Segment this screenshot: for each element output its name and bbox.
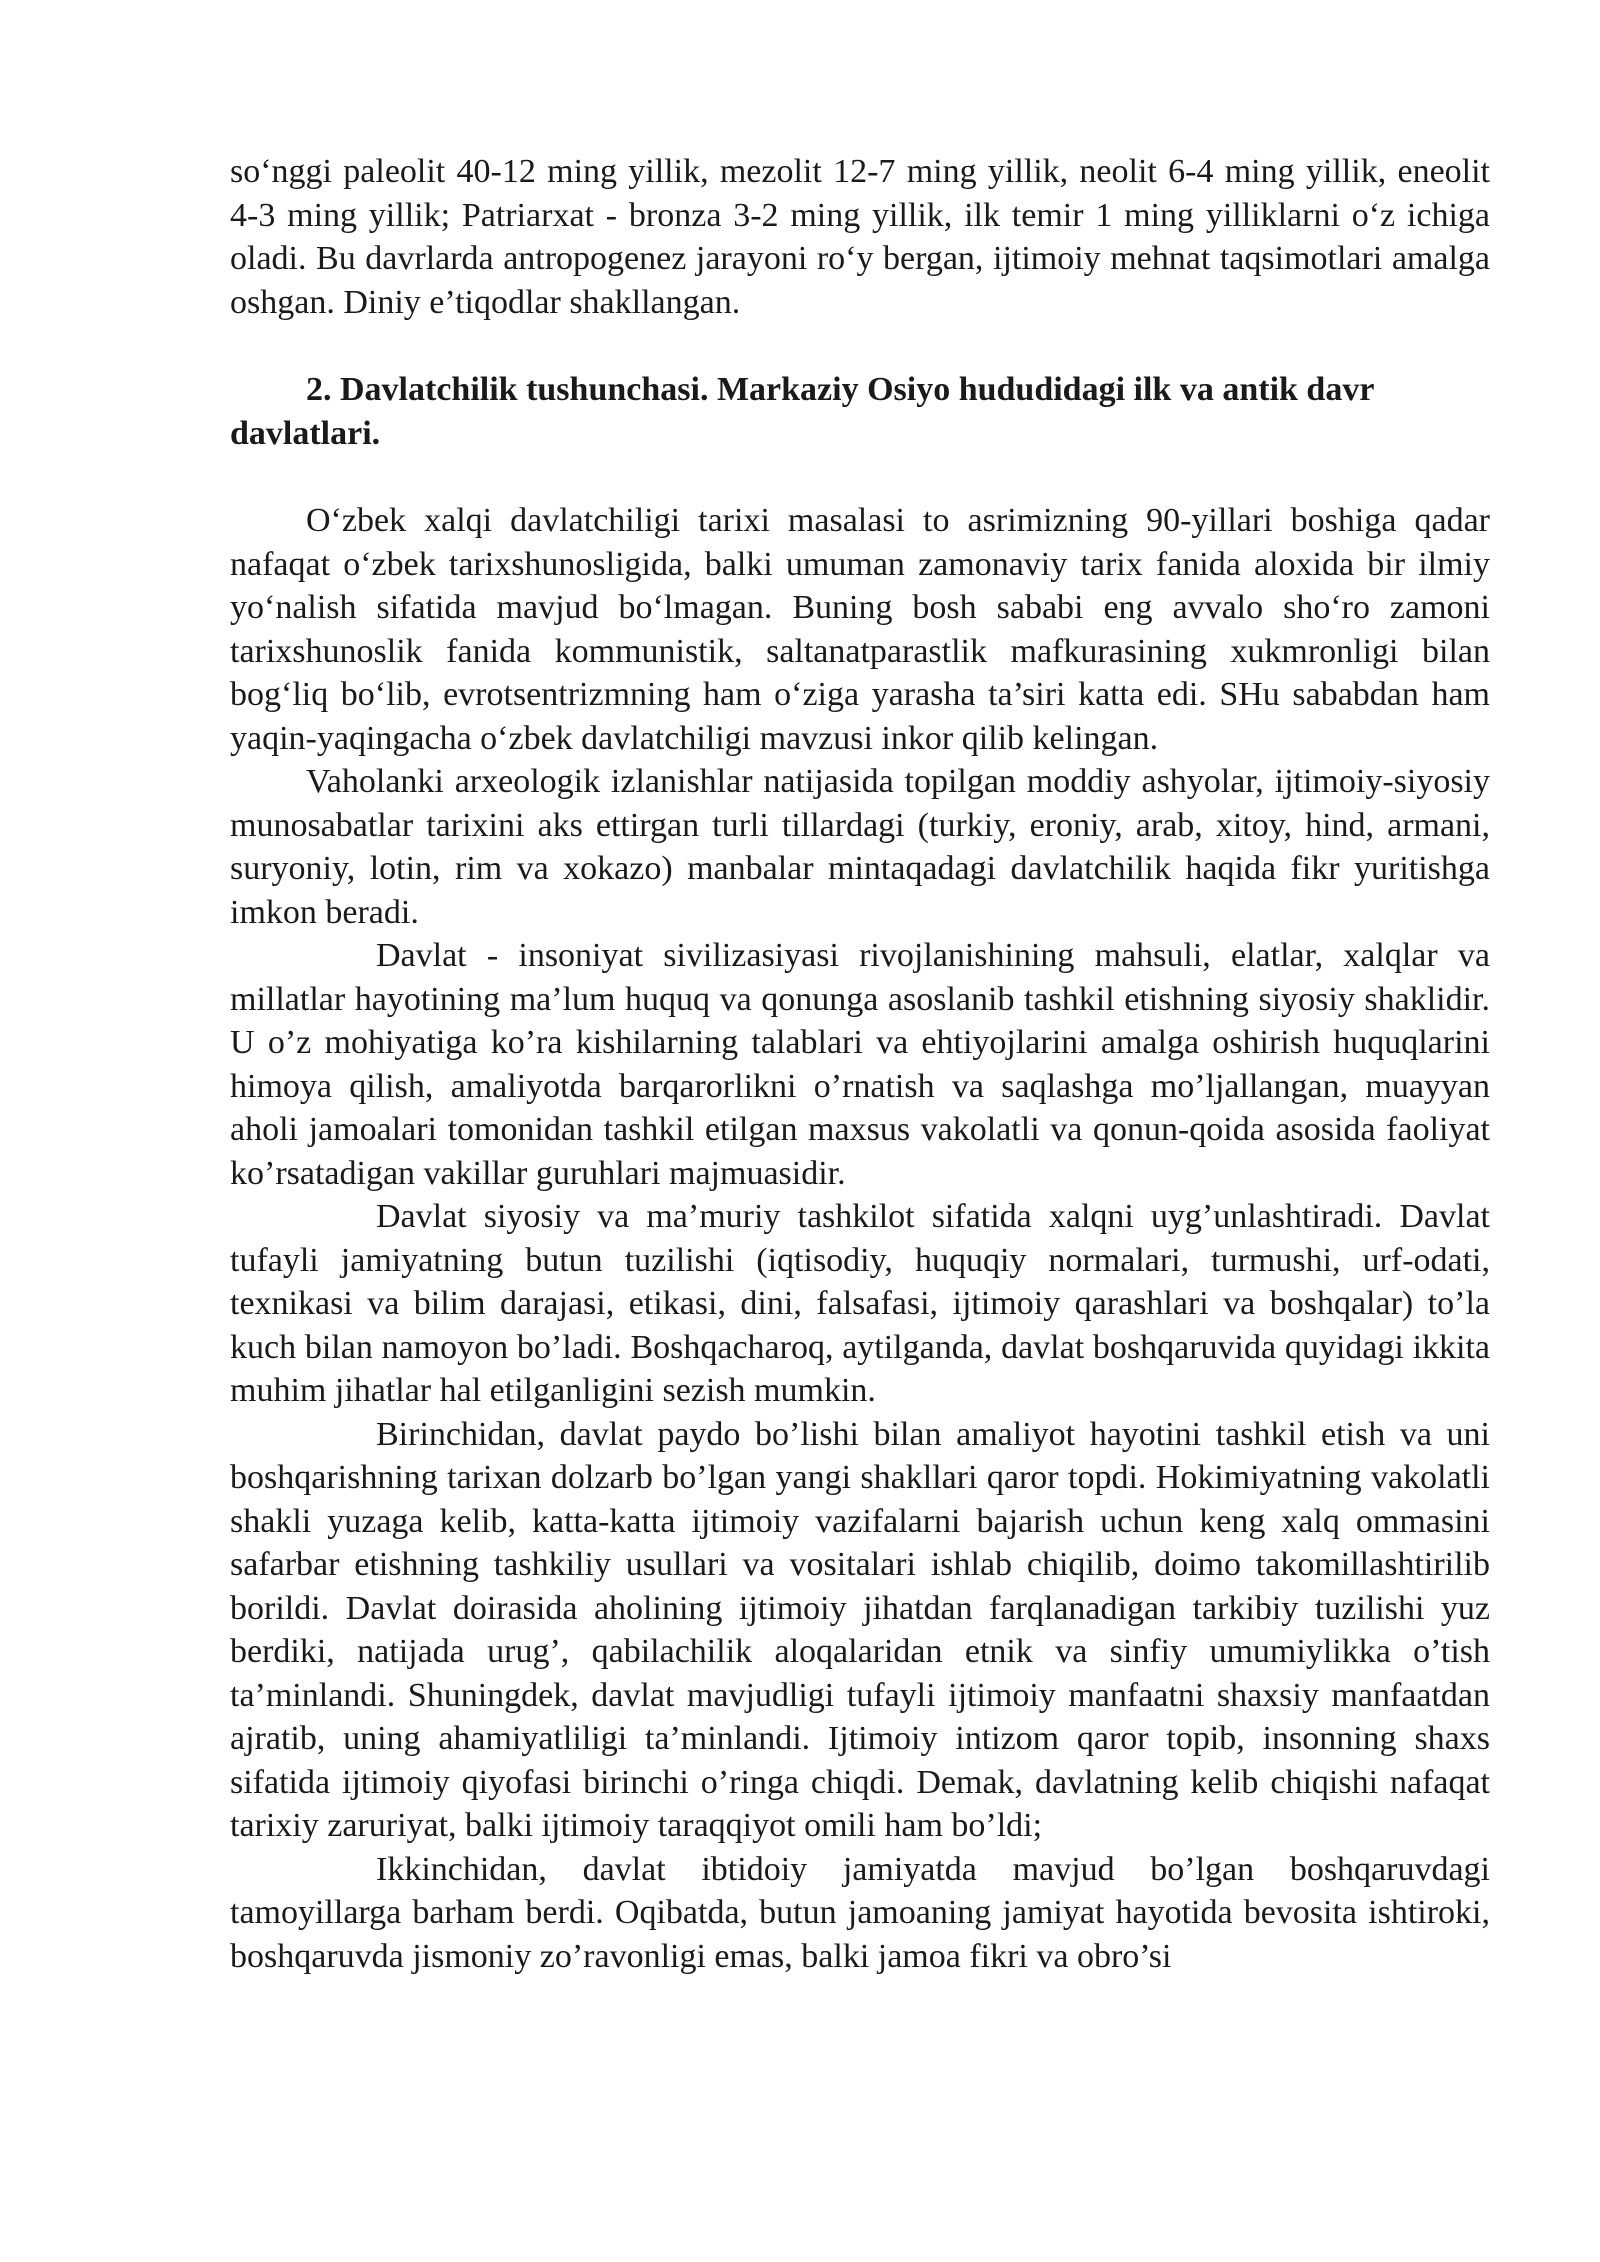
paragraph-historiography: O‘zbek xalqi davlatchiligi tarixi masalasi to asrimizning 90-yillari boshiga qadar nafaqat o‘zbek tarixshunosligida, balki umuman zamonaviy tarix fanida aloxida bir ilmiy yo‘nalish sifatida mavjud bo‘lmagan. Buning bosh sababi eng avvalo sho‘ro zamoni tarixshunoslik fanida kommunistik, saltanatparastlik mafkurasining xukmronligi bilan bog‘liq bo‘lib, evrotsentrizmning ham o‘ziga yarasha ta’siri katta edi. SHu sababdan ham yaqin-yaqingacha o‘zbek davlatchiligi mavzusi inkor qilib kelingan. xyxy=(230,502,1490,757)
paragraph-sources: Vaholanki arxeologik izlanishlar natijasida topilgan moddiy ashyolar, ijtimoiy-siyosiy munosabatlar tarixini aks ettirgan turli tillardagi (turkiy, eroniy, arab, xitoy, hind, armani, suryoniy, lotin, rim va xokazo) manbalar mintaqadagi davlatchilik haqida fikr yuritishga imkon beradi. xyxy=(230,763,1490,931)
paragraph-secondly: Ikkinchidan, davlat ibtidoiy jamiyatda mavjud bo’lgan boshqaruvdagi tamoyillarga barham berdi. Oqibatda, butun jamoaning jamiyat hayotida bevosita ishtiroki, boshqaruvda jismoniy zo’ravonligi emas, balki jamoa fikri va obro’si xyxy=(230,1850,1490,1975)
paragraph-state-organization: Davlat siyosiy va ma’muriy tashkilot sifatida xalqni uyg’unlashtiradi. Davlat tufayli jamiyatning butun tuzilishi (iqtisodiy, huquqiy normalari, turmushi, urf-odati, texnikasi va bilim darajasi, etikasi, dini, falsafasi, ijtimoiy qarashlari va boshqalar) to’la kuch bilan namoyon bo’ladi. Boshqacharoq, aytilganda, davlat boshqaruvida quyidagi ikkita muhim jihatlar hal etilganligini sezish mumkin. xyxy=(230,1198,1490,1409)
paragraph-firstly: Birinchidan, davlat paydo bo’lishi bilan amaliyot hayotini tashkil etish va uni boshqarishning tarixan dolzarb bo’lgan yangi shakllari qaror topdi. Hokimiyatning vakolatli shakli yuzaga kelib, katta-katta ijtimoiy vazifalarni bajarish uchun keng xalq ommasini safarbar etishning tashkiliy usullari va vositalari ishlab chiqilib, doimo takomillashtirilib borildi. Davlat doirasida aholining ijtimoiy jihatdan farqlanadigan tarkibiy tuzilishi yuz berdiki, natijada urug’, qabilachilik aloqalaridan etnik va sinfiy umumiylikka o’tish ta’minlandi. Shuningdek, davlat mavjudligi tufayli ijtimoiy manfaatni shaxsiy manfaatdan ajratib, uning ahamiyatliligi ta’minlandi. Ijtimoiy intizom qaror topib, insonning shaxs sifatida ijtimoiy qiyofasi birinchi o’ringa chiqdi. Demak, davlatning kelib chiqishi nafaqat tarixiy zaruriyat, balki ijtimoiy taraqqiyot omili ham bo’ldi; xyxy=(230,1415,1490,1844)
document-page xyxy=(230,150,1490,1978)
section-heading: 2. Davlatchilik tushunchasi. Markaziy Osiyo hududidagi ilk va antik davr davlatlari. xyxy=(230,371,1374,452)
paragraph-state-definition: Davlat - insoniyat sivilizasiyasi rivojlanishining mahsuli, elatlar, xalqlar va millatlar hayotining ma’lum huquq va qonunga asoslanib tashkil etishning siyosiy shaklidir. U o’z mohiyatiga ko’ra kishilarning talablari va ehtiyojlarini amalga oshirish huquqlarini himoya qilish, amaliyotda barqarorlikni o’rnatish va saqlashga mo’ljallangan, muayyan aholi jamoalari tomonidan tashkil etilgan maxsus vakolatli va qonun-qoida asosida faoliyat ko’rsatadigan vakillar guruhlari majmuasidir. xyxy=(230,937,1490,1192)
paragraph-prehistory-periods: so‘nggi paleolit 40-12 ming yillik, mezolit 12-7 ming yillik, neolit 6-4 ming yillik, eneolit 4-3 ming yillik; Patriarxat - bronza 3-2 ming yillik, ilk temir 1 ming yilliklarni o‘z ichiga oladi. Bu davrlarda antropogenez jarayoni ro‘y bergan, ijtimoiy mehnat taqsimotlari amalga oshgan. Diniy e’tiqodlar shakllangan. xyxy=(230,153,1490,321)
